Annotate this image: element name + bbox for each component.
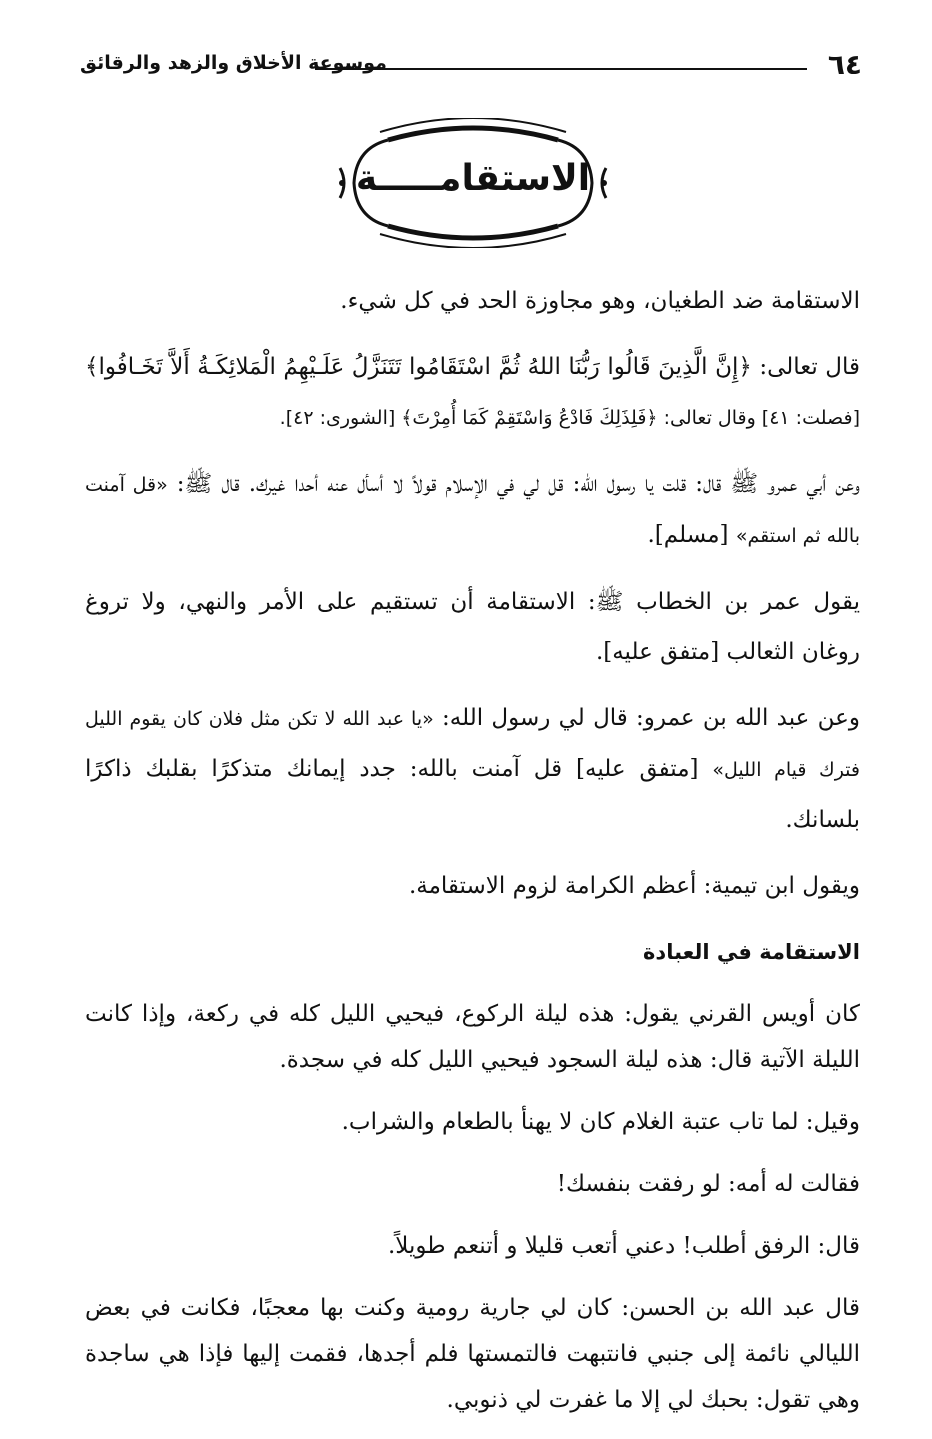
verse-reference-text: [فصلت: ٤١] وقال تعالى: ﴿فَلِذَلِكَ فَادْعُ وَاسْتَقِمْ كَمَا أُمِرْتَ﴾ [الشورى: ٤٢]. xyxy=(279,407,860,429)
paragraph: يقول عمر بن الخطاب ﷺ: الاستقامة أن تستقيم على الأمر والنهي، ولا تروغ روغان الثعالب [متفق عليه]. xyxy=(85,589,860,665)
hadith-source: [مسلم]. xyxy=(647,522,729,548)
header-divider xyxy=(315,68,807,70)
paragraph: كان أويس القرني يقول: هذه ليلة الركوع، فيحيي الليل كله في ركعة، وإذا كانت الليلة الآتية قال: هذه ليلة السجود فيحيي الليل كله في سجدة. xyxy=(85,1001,860,1073)
section-heading: الاستقامة في العبادة xyxy=(643,940,860,964)
paragraph: وقيل: لما تاب عتبة الغلام كان لا يهنأ بالطعام والشراب. xyxy=(341,1109,860,1135)
hadith-commentary: [متفق عليه] قل آمنت بالله: جدد إيمانك متذكرًا بقلبك ذاكرًا بلسانك. xyxy=(85,756,860,833)
page-header xyxy=(80,48,862,88)
main-text xyxy=(85,276,860,1439)
paragraph-hadith xyxy=(85,459,860,561)
hadith-intro: وعن أبي عمرو ﷺ قال: قلت يا رسول الله: قل لي في الإسلام قولاً لا أسأل عنه أحدا غيرك. قال ﷺ: xyxy=(176,471,861,497)
chapter-title-frame xyxy=(328,118,618,248)
paragraph: ويقول ابن تيمية: أعظم الكرامة لزوم الاستقامة. xyxy=(408,873,860,899)
chapter-title: الاستقامـــــة xyxy=(355,158,591,199)
paragraph-quran-verses xyxy=(85,342,860,443)
hadith-quote: «يا عبد الله لا تكن مثل فلان كان يقوم الليل فترك قيام الليل» xyxy=(85,708,860,781)
paragraph-hadith xyxy=(85,693,860,845)
hadith-intro: وعن عبد الله بن عمرو: قال لي رسول الله: xyxy=(442,705,861,731)
paragraph: قال: الرفق أطلب! دعني أتعب قليلا و أتنعم طويلاً. xyxy=(387,1233,860,1259)
paragraph: الاستقامة ضد الطغيان، وهو مجاوزة الحد في كل شيء. xyxy=(340,288,860,314)
quran-verse-text: قال تعالى: ﴿إِنَّ الَّذِينَ قَالُوا رَبُّنَا اللهُ ثُمَّ اسْتَقَامُوا تَتَنَزَّلُ عَلَـيْهِمُ الْمَلائِكَـةُ أَلاَّ تَخَـافُوا﴾ xyxy=(85,354,860,380)
page-number: ٦٤ xyxy=(827,48,862,81)
paragraph: قال عبد الله بن الحسن: كان لي جارية رومية وكنت بها معجبًا، فكانت في بعض الليالي نائمة إلى جنبي فانتبهت فالتمستها فلم أجدها، فقمت إليها فإذا هي ساجدة وهي تقول: بحبك لي إلا ما غفرت لي ذنوبي. xyxy=(85,1295,860,1413)
book-title: موسوعة الأخلاق والزهد والرقائق xyxy=(80,52,387,74)
hadith-quote: «قل آمنت بالله ثم استقم» xyxy=(85,474,860,547)
paragraph: فقالت له أمه: لو رفقت بنفسك! xyxy=(556,1171,860,1197)
